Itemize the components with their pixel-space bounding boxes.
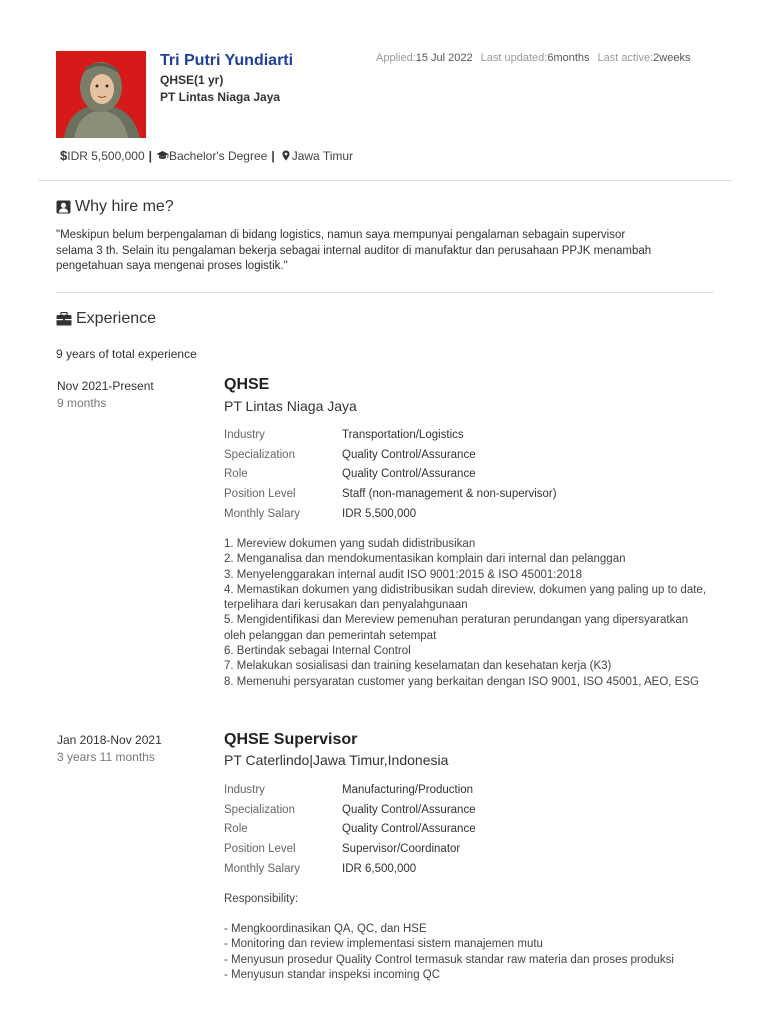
job-duration: 9 months (57, 396, 107, 410)
description-line: - Menyusun standar inspeksi incoming QC (224, 968, 441, 981)
why-hire-title: Why hire me? (75, 198, 174, 215)
job-duration: 3 years 11 months (57, 750, 155, 764)
description-line: - Monitoring dan review implementasi sistem manajemen mutu (224, 938, 543, 951)
location-pin-icon (282, 150, 290, 161)
detail-value: Supervisor/Coordinator (342, 843, 461, 856)
separator: | (271, 148, 275, 163)
candidate-subtitle: QHSE(1 yr) (160, 73, 224, 87)
graduation-cap-icon (156, 150, 169, 161)
dollar-icon: $ (60, 148, 68, 163)
detail-row-specialization (224, 800, 476, 820)
job-description (224, 922, 706, 983)
application-meta (376, 52, 690, 64)
candidate-company: PT Lintas Niaga Jaya (160, 90, 281, 104)
active-label: Last active: (597, 52, 654, 64)
detail-key: Industry (224, 783, 265, 796)
detail-key: Monthly Salary (224, 863, 301, 876)
avatar (56, 51, 146, 138)
detail-key: Position Level (224, 843, 296, 856)
job-details (224, 425, 557, 524)
detail-key: Role (224, 823, 248, 836)
detail-key: Position Level (224, 488, 296, 501)
expected-salary: IDR 5,500,000 (67, 148, 145, 163)
detail-row-role (224, 465, 557, 485)
why-hire-text: "Meskipun belum berpengalaman di bidang logistics, namun saya mempunyai pengalaman sebagain supervisor selama 3 th. Selain itu pengalaman bekerja sebagai internal auditor di manufaktur dan perusahaan PPJK menambah pengetahuan saya mengenai proses logistik." (56, 229, 652, 272)
applied-label: Applied: (376, 52, 416, 64)
detail-value: Quality Control/Assurance (342, 448, 476, 461)
description-line: 1. Mereview dokumen yang sudah didistribusikan (224, 538, 476, 550)
user-card-icon (56, 200, 71, 214)
description-line: 5. Mengidentifikasi dan Mereview pemenuhan peraturan perundangan yang dipersyaratkan oleh pelanggan dan pemerintah setempat (224, 614, 689, 642)
job-title: QHSE (224, 376, 270, 393)
job-date: Jan 2018-Nov 2021 (57, 733, 162, 747)
detail-row-industry (224, 780, 476, 800)
education-level: Bachelor's Degree (168, 148, 268, 163)
location: Jawa Timur (291, 148, 354, 163)
detail-value: Manufacturing/Production (342, 783, 474, 796)
detail-row-monthly-salary (224, 504, 557, 524)
job-company: PT Lintas Niaga Jaya (224, 398, 357, 414)
description-line: - Menyusun prosedur Quality Control termasuk standar raw materia dan proses produksi (224, 953, 674, 966)
job-company: PT Caterlindo|Jawa Timur,Indonesia (224, 752, 449, 768)
job-date: Nov 2021-Present (57, 379, 154, 393)
active-value: 2weeks (653, 52, 691, 64)
profile-photo (56, 51, 146, 138)
job-details (224, 780, 476, 879)
experience-title: Experience (76, 310, 157, 327)
experience-heading (56, 310, 156, 328)
total-experience: 9 years of total experience (56, 347, 197, 361)
detail-key: Industry (224, 428, 265, 441)
detail-row-role (224, 820, 476, 840)
detail-row-monthly-salary (224, 859, 476, 879)
description-line: 6. Bertindak sebagai Internal Control (224, 645, 411, 658)
detail-key: Specialization (224, 448, 295, 461)
detail-value: IDR 6,500,000 (342, 863, 417, 876)
detail-row-position-level (224, 839, 476, 859)
detail-row-position-level (224, 484, 557, 504)
divider (56, 292, 714, 293)
detail-key: Specialization (224, 803, 295, 816)
detail-value: IDR 5,500,000 (342, 508, 417, 521)
description-line: - Mengkoordinasikan QA, QC, dan HSE (224, 923, 427, 935)
detail-value: Staff (non-management & non-supervisor) (342, 488, 557, 501)
candidate-name[interactable]: Tri Putri Yundiarti (160, 52, 294, 69)
divider (38, 180, 732, 181)
detail-value: Quality Control/Assurance (342, 823, 476, 836)
description-line: 4. Memastikan dokumen yang didistribusikan sudah direview, dokumen yang paling up to date, terpelihara dari kerusakan dan penyalahgunaan (224, 583, 707, 612)
detail-row-industry (224, 425, 557, 445)
detail-row-specialization (224, 445, 557, 465)
briefcase-icon (56, 312, 72, 326)
detail-key: Monthly Salary (224, 508, 301, 521)
description-line: 8. Memenuhi persyaratan customer yang berkaitan dengan ISO 9001, ISO 45001, AEO, ESG (224, 675, 699, 688)
job-title: QHSE Supervisor (224, 731, 358, 748)
detail-key: Role (224, 468, 248, 481)
description-line: 7. Melakukan sosialisasi dan training keselamatan dan kesehatan kerja (K3) (224, 660, 612, 673)
detail-value: Quality Control/Assurance (342, 468, 476, 481)
detail-value: Transportation/Logistics (342, 428, 464, 441)
detail-value: Quality Control/Assurance (342, 803, 476, 816)
applied-value: 15 Jul 2022 (415, 52, 473, 64)
job-description (224, 537, 706, 690)
description-line: 3. Menyelenggarakan internal audit ISO 9001:2015 & ISO 45001:2018 (224, 568, 583, 581)
separator: | (148, 148, 152, 163)
updated-value: 6months (547, 52, 590, 64)
updated-label: Last updated: (480, 52, 548, 64)
responsibility-label: Responsibility: (224, 893, 299, 905)
why-hire-heading (56, 198, 174, 216)
candidate-facts (60, 148, 353, 163)
description-line: 2. Menganalisa dan mendokumentasikan komplain dari internal dan pelanggan (224, 553, 626, 566)
